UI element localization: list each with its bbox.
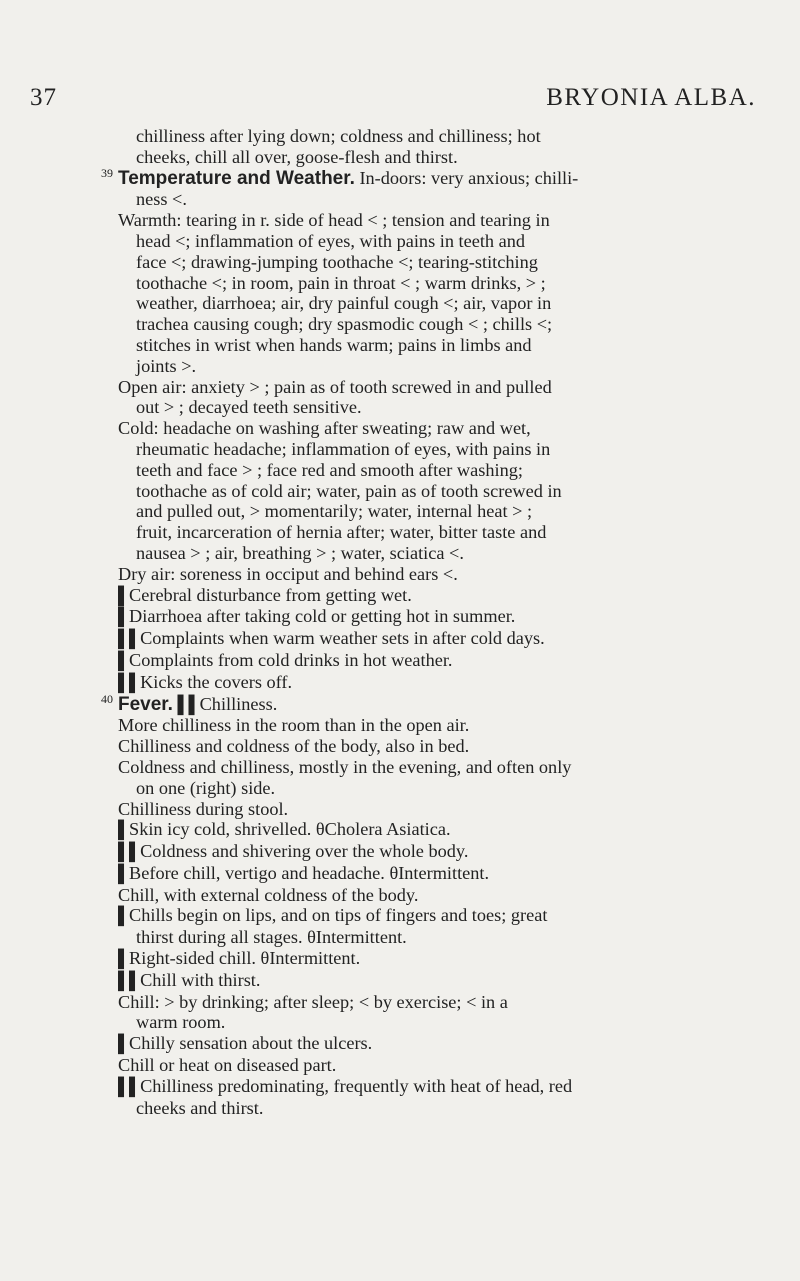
- text-line: [118, 757, 758, 778]
- line-text: Dry air: soreness in occiput and behind ears <.: [118, 563, 458, 584]
- emphasis-marks: ▌▌: [118, 629, 141, 649]
- text-line: [118, 126, 758, 147]
- emphasis-marks: ▌: [118, 585, 130, 605]
- text-line: [118, 147, 758, 168]
- text-line: [118, 1055, 758, 1076]
- text-line: [118, 335, 758, 356]
- line-text: Before chill, vertigo and headache. θIntermittent.: [129, 862, 490, 883]
- line-text: thirst during all stages. θIntermittent.: [136, 927, 407, 948]
- section-number: 40: [101, 691, 113, 706]
- line-text: Kicks the covers off.: [140, 671, 293, 692]
- line-text: trachea causing cough; dry spasmodic cough < ; chills <;: [136, 314, 553, 335]
- line-text: out > ; decayed teeth sensitive.: [136, 397, 362, 418]
- text-line: [118, 439, 758, 460]
- text-line: [118, 501, 758, 522]
- line-text: joints >.: [136, 355, 197, 376]
- text-line: [118, 1076, 758, 1098]
- emphasis-marks: ▌: [118, 650, 130, 670]
- text-line: [118, 543, 758, 564]
- line-text: Chilliness.: [199, 693, 278, 714]
- line-text: Chilliness and coldness of the body, also in bed.: [118, 736, 470, 757]
- line-text: Diarrhoea after taking cold or getting hot in summer.: [129, 606, 516, 627]
- text-line: [118, 905, 758, 927]
- text-line: [118, 1033, 758, 1055]
- line-text: Complaints from cold drinks in hot weather.: [129, 649, 453, 670]
- page-number: 37: [30, 84, 57, 111]
- page-header: [0, 84, 800, 124]
- text-line: [118, 293, 758, 314]
- text-line: [118, 252, 758, 273]
- line-text: Open air: anxiety > ; pain as of tooth screwed in and pulled: [118, 376, 552, 397]
- text-line: [118, 189, 758, 210]
- text-line: [118, 231, 758, 252]
- text-line: [118, 397, 758, 418]
- text-line: [118, 606, 758, 628]
- line-text: In-doors: very anxious; chilli-: [359, 167, 579, 188]
- line-text: and pulled out, > momentarily; water, internal heat > ;: [136, 501, 533, 522]
- line-text: chilliness after lying down; coldness and chilliness; hot: [136, 126, 541, 146]
- running-title: BRYONIA ALBA.: [546, 84, 756, 111]
- line-text: ness <.: [136, 189, 187, 210]
- text-line: [118, 715, 758, 736]
- text-line: [118, 885, 758, 906]
- emphasis-marks: ▌: [118, 607, 130, 627]
- text-line: [118, 481, 758, 502]
- line-text: face <; drawing-jumping toothache <; tearing-stitching: [136, 251, 538, 272]
- line-text: Cerebral disturbance from getting wet.: [129, 584, 412, 605]
- line-text: toothache as of cold air; water, pain as of tooth screwed in: [136, 480, 562, 501]
- text-line: [118, 460, 758, 481]
- emphasis-marks: ▌: [118, 863, 130, 883]
- line-text: Right-sided chill. θIntermittent.: [129, 948, 361, 969]
- text-line: [118, 628, 758, 650]
- line-text: weather, diarrhoea; air, dry painful cough <; air, vapor in: [136, 293, 552, 314]
- line-text: Chill or heat on diseased part.: [118, 1055, 337, 1076]
- line-text: Complaints when warm weather sets in after cold days.: [140, 628, 545, 649]
- line-text: Chill: > by drinking; after sleep; < by exercise; < in a: [118, 991, 508, 1012]
- text-line: [101, 165, 758, 190]
- line-text: More chilliness in the room than in the open air.: [118, 715, 470, 736]
- line-text: stitches in wrist when hands warm; pains in limbs and: [136, 334, 532, 355]
- line-text: Chill with thirst.: [140, 969, 261, 990]
- text-line: [118, 799, 758, 820]
- section-number: 39: [101, 165, 113, 180]
- line-text: Coldness and shivering over the whole body.: [140, 841, 469, 862]
- text-line: [118, 273, 758, 294]
- line-text: toothache <; in room, pain in throat < ; warm drinks, > ;: [136, 272, 546, 293]
- line-text: Chilly sensation about the ulcers.: [129, 1033, 373, 1054]
- emphasis-marks: ▌: [118, 820, 130, 840]
- line-text: Warmth: tearing in r. side of head < ; tension and tearing in: [118, 210, 550, 231]
- text-line: [118, 585, 758, 607]
- text-line: [118, 377, 758, 398]
- line-text: Chilliness during stool.: [118, 798, 289, 819]
- section-heading: Temperature and Weather.: [118, 167, 355, 189]
- line-text: cheeks and thirst.: [136, 1097, 264, 1118]
- line-text: on one (right) side.: [136, 777, 276, 798]
- text-line: [118, 819, 758, 841]
- line-text: Skin icy cold, shrivelled. θCholera Asiatica.: [129, 819, 451, 840]
- text-line: [118, 564, 758, 585]
- text-line: [118, 1012, 758, 1033]
- text-line: [118, 970, 758, 992]
- emphasis-marks: ▌▌: [118, 842, 141, 862]
- text-line: [118, 778, 758, 799]
- emphasis-marks: ▌▌: [118, 672, 141, 692]
- text-line: [118, 927, 758, 948]
- line-text: Coldness and chilliness, mostly in the evening, and often only: [118, 756, 572, 777]
- text-line: [118, 650, 758, 672]
- text-line: [118, 356, 758, 377]
- emphasis-marks: ▌: [118, 949, 130, 969]
- line-text: Chills begin on lips, and on tips of fingers and toes; great: [129, 905, 548, 926]
- text-line: [118, 736, 758, 757]
- line-text: cheeks, chill all over, goose-flesh and thirst.: [136, 146, 458, 167]
- text-line: [118, 948, 758, 970]
- text-line: [118, 992, 758, 1013]
- text-line: [101, 691, 758, 716]
- emphasis-marks: ▌: [118, 1034, 130, 1054]
- line-text: rheumatic headache; inflammation of eyes, with pains in: [136, 438, 551, 459]
- emphasis-marks: ▌▌: [177, 694, 200, 714]
- text-line: [118, 841, 758, 863]
- emphasis-marks: ▌: [118, 906, 130, 926]
- line-text: Chilliness predominating, frequently with heat of head, red: [140, 1075, 573, 1096]
- emphasis-marks: ▌▌: [118, 970, 141, 990]
- line-text: warm room.: [136, 1012, 226, 1033]
- text-line: [118, 863, 758, 885]
- text-line: [118, 672, 758, 694]
- page-body: [101, 126, 758, 1118]
- line-text: Chill, with external coldness of the body.: [118, 884, 419, 905]
- text-line: [118, 522, 758, 543]
- text-line: [118, 314, 758, 335]
- line-text: Cold: headache on washing after sweating; raw and wet,: [118, 418, 531, 439]
- line-text: head <; inflammation of eyes, with pains in teeth and: [136, 230, 526, 251]
- text-line: [118, 210, 758, 231]
- text-line: [118, 1098, 758, 1119]
- line-text: nausea > ; air, breathing > ; water, sciatica <.: [136, 542, 464, 563]
- line-text: fruit, incarceration of hernia after; water, bitter taste and: [136, 522, 547, 543]
- line-text: teeth and face > ; face red and smooth after washing;: [136, 459, 523, 480]
- section-heading: Fever.: [118, 693, 173, 715]
- text-line: [118, 418, 758, 439]
- emphasis-marks: ▌▌: [118, 1076, 141, 1096]
